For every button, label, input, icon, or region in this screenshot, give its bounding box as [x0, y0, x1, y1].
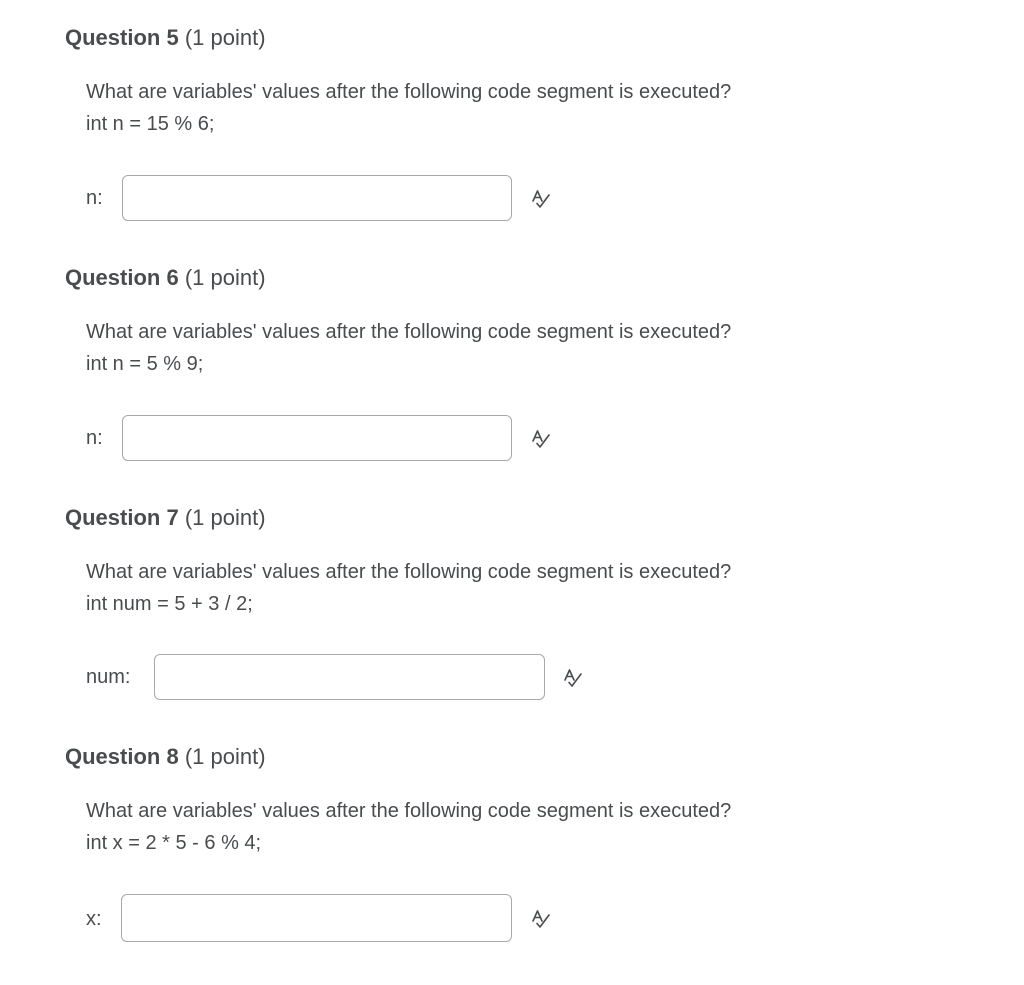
question-title: Question 6: [65, 265, 179, 290]
question-prompt: [86, 556, 731, 620]
spell-check-icon[interactable]: [562, 667, 584, 689]
question-heading: [65, 743, 266, 771]
answer-input-x[interactable]: [121, 894, 512, 942]
code-line: int num = 5 + 3 / 2;: [86, 593, 253, 615]
question-prompt: [86, 76, 731, 140]
answer-label: num:: [86, 666, 131, 688]
question-heading: [65, 24, 266, 52]
answer-input-n[interactable]: [122, 175, 512, 221]
question-title: Question 8: [65, 744, 179, 769]
answer-label: x:: [86, 908, 102, 930]
question-points: (1 point): [184, 265, 266, 290]
spell-check-icon[interactable]: [530, 908, 552, 930]
answer-input-num[interactable]: [154, 654, 545, 700]
question-points: (1 point): [184, 744, 266, 769]
question-prompt: [86, 795, 731, 859]
question-points: (1 point): [184, 505, 266, 530]
spell-check-icon[interactable]: [530, 428, 552, 450]
question-heading: [65, 504, 266, 532]
prompt-text: What are variables' values after the following code segment is executed?: [86, 321, 732, 343]
prompt-text: What are variables' values after the following code segment is executed?: [86, 81, 732, 103]
question-prompt: [86, 316, 731, 380]
prompt-text: What are variables' values after the following code segment is executed?: [86, 561, 732, 583]
question-heading: [65, 264, 266, 292]
code-line: int n = 15 % 6;: [86, 113, 215, 135]
answer-label: n:: [86, 427, 103, 449]
answer-label: n:: [86, 187, 103, 209]
question-title: Question 7: [65, 505, 179, 530]
question-points: (1 point): [184, 25, 266, 50]
code-line: int x = 2 * 5 - 6 % 4;: [86, 832, 262, 854]
code-line: int n = 5 % 9;: [86, 353, 204, 375]
prompt-text: What are variables' values after the following code segment is executed?: [86, 800, 732, 822]
question-title: Question 5: [65, 25, 179, 50]
answer-input-n[interactable]: [122, 415, 512, 461]
spell-check-icon[interactable]: [530, 188, 552, 210]
